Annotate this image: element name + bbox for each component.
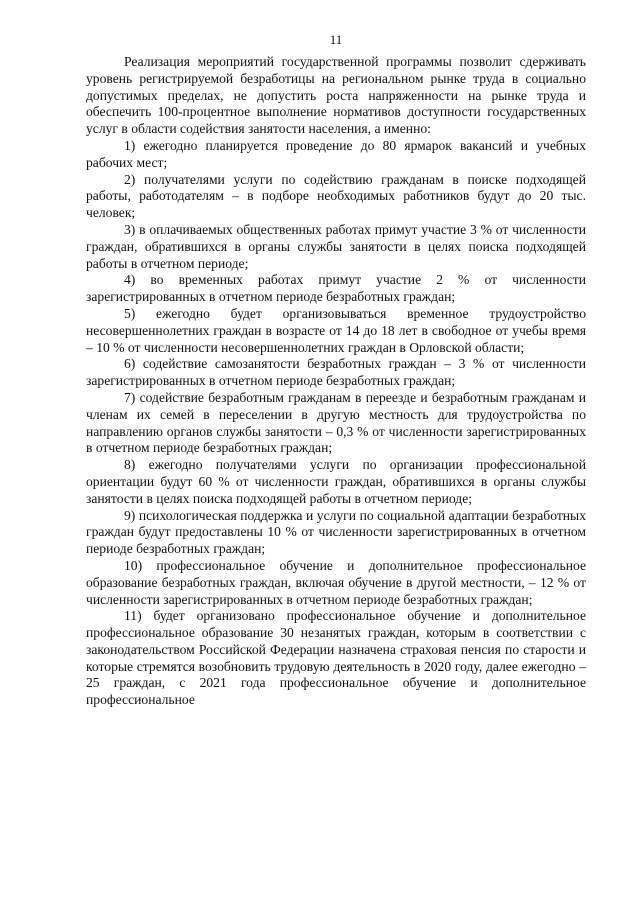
list-item-3: 3) в оплачиваемых общественных работах примут участие 3 % от численности граждан, обратившихся в органы службы занятости в целях поиска подходящей работы в отчетном периоде;: [86, 221, 586, 271]
list-item-2: 2) получателями услуги по содействию гражданам в поиске подходящей работы, работодателям – в подборе необходимых работников будут до 20 тыс. человек;: [86, 171, 586, 221]
list-item-8: 8) ежегодно получателями услуги по организации профессиональной ориентации будут 60 % от численности граждан, обратившихся в органы службы занятости в целях поиска подходящей работы в отчетном периоде;: [86, 457, 586, 506]
document-page: [86, 32, 586, 709]
list-item-9: 9) психологическая поддержка и услуги по социальной адаптации безработных граждан будут предоставлены 10 % от численности зарегистрированных в отчетном периоде безработных граждан;: [86, 507, 586, 557]
intro-paragraph: Реализация мероприятий государственной программы позволит сдерживать уровень регистрируемой безработицы на региональном рынке труда в социально допустимых пределах, не допустить роста напряженности на рынке труда и обеспечить 100-процентное выполнение нормативов доступности государственных услуг в области содействия занятости населения, а именно:: [86, 54, 586, 137]
list-item-1: 1) ежегодно планируется проведение до 80 ярмарок вакансий и учебных рабочих мест;: [86, 137, 586, 170]
list-item-7: 7) содействие безработным гражданам в переезде и безработным гражданам и членам их семей в переселении в другую местность для трудоустройства по направлению органов службы занятости – 0,3 % от численности зарегистрированных в отчетном периоде безработных граждан;: [86, 389, 586, 456]
list-item-11: 11) будет организовано профессиональное обучение и дополнительное профессиональное образование 30 незанятых граждан, которым в соответствии с законодательством Российской Федерации назначена страховая пенсия по старости и которые стремятся возобновить трудовую деятельность в 2020 году, далее ежегодно – 25 граждан, с 2021 года профессиональное обучение и дополнительное профессиональное: [86, 608, 586, 708]
list-item-10: 10) профессиональное обучение и дополнительное профессиональное образование безработных граждан, включая обучение в другой местности, – 12 % от численности зарегистрированных в отчетном периоде безработных граждан;: [86, 557, 586, 607]
list-item-5: 5) ежегодно будет организовываться временное трудоустройство несовершеннолетних граждан в возрасте от 14 до 18 лет в свободное от учебы время – 10 % от численности несовершеннолетних граждан в Орловской области;: [86, 305, 586, 355]
list-item-4: 4) во временных работах примут участие 2 % от численности зарегистрированных в отчетном периоде безработных граждан;: [86, 272, 586, 305]
list-item-6: 6) содействие самозанятости безработных граждан – 3 % от численности зарегистрированных в отчетном периоде безработных граждан;: [86, 356, 586, 389]
page-number: 11: [329, 32, 343, 47]
